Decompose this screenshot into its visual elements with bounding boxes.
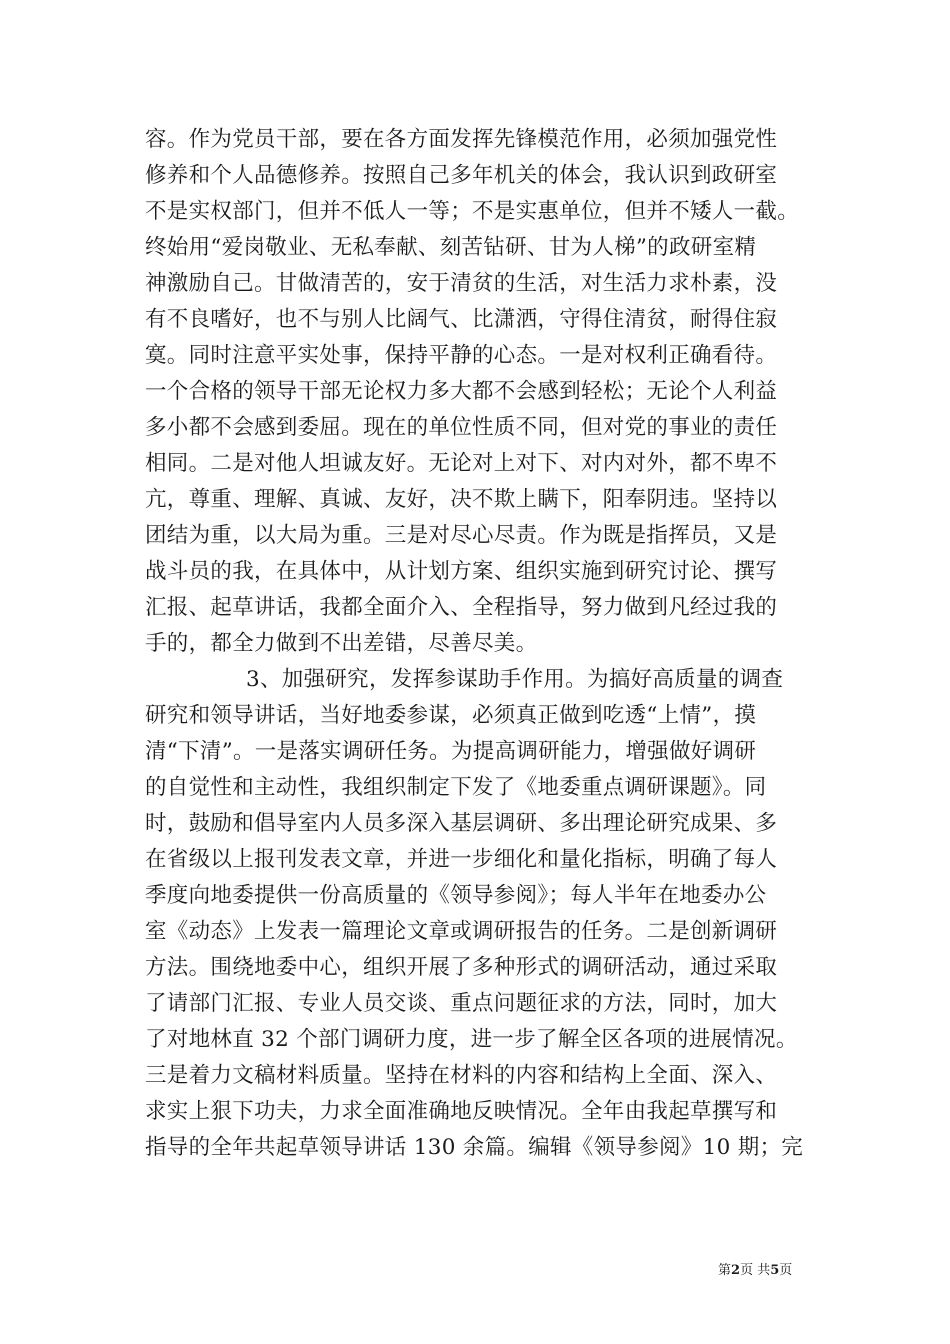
text-line: 团结为重，以大局为重。三是对尽心尽责。作为既是指挥员，又是 xyxy=(145,523,778,548)
text-line: 一个合格的领导干部无论权力多大都不会感到轻松；无论个人利益 xyxy=(145,379,778,404)
text-line: 容。作为党员干部，要在各方面发挥先锋模范作用，必须加强党性 xyxy=(145,127,778,152)
text-line: 研究和领导讲话，当好地委参谋，必须真正做到吃透“上情”，摸 xyxy=(145,703,757,728)
text-line: 了对地林直 32 个部门调研力度，进一步了解全区各项的进展情况。 xyxy=(145,1027,798,1052)
text-line: 在省级以上报刊发表文章，并进一步细化和量化指标，明确了每人 xyxy=(145,847,778,872)
footer-total-pages: 5 xyxy=(770,1263,780,1278)
footer-prefix: 第 xyxy=(718,1263,732,1278)
text-line: 方法。围绕地委中心，组织开展了多种形式的调研活动，通过采取 xyxy=(145,955,778,980)
text-line: 清“下清”。一是落实调研任务。为提高调研能力，增强做好调研 xyxy=(145,739,757,764)
footer-middle: 页 共 xyxy=(740,1263,771,1278)
text-line: 多小都不会感到委屈。现在的单位性质不同，但对党的事业的责任 xyxy=(145,415,778,440)
text-line: 求实上狠下功夫，力求全面准确地反映情况。全年由我起草撰写和 xyxy=(145,1099,778,1124)
text-line: 寞。同时注意平实处事，保持平静的心态。一是对权利正确看待。 xyxy=(145,343,778,368)
text-line: 手的，都全力做到不出差错，尽善尽美。 xyxy=(145,631,538,656)
footer-page-number: 2 xyxy=(731,1263,741,1278)
section-heading-line: 3、加强研究，发挥参谋助手作用。为搞好高质量的调查 xyxy=(246,667,784,692)
text-line: 季度向地委提供一份高质量的《领导参阅》；每人半年在地委办公 xyxy=(145,883,767,908)
text-line: 的自觉性和主动性，我组织制定下发了《地委重点调研课题》。同 xyxy=(145,775,767,800)
text-line: 不是实权部门，但并不低人一等；不是实惠单位，但并不矮人一截。 xyxy=(145,199,800,224)
text-line: 指导的全年共起草领导讲话 130 余篇。编辑《领导参阅》10 期；完 xyxy=(145,1135,804,1160)
text-line: 修养和个人品德修养。按照自己多年机关的体会，我认识到政研室 xyxy=(145,163,778,188)
text-line: 有不良嗜好，也不与别人比阔气、比潇洒，守得住清贫，耐得住寂 xyxy=(145,307,778,332)
text-line: 了请部门汇报、专业人员交谈、重点问题征求的方法，同时，加大 xyxy=(145,991,778,1016)
text-line: 终始用“爱岗敬业、无私奉献、刻苦钻研、甘为人梯”的政研室精 xyxy=(145,235,757,260)
text-line: 汇报、起草讲话，我都全面介入、全程指导，努力做到凡经过我的 xyxy=(145,595,778,620)
text-line: 时，鼓励和倡导室内人员多深入基层调研、多出理论研究成果、多 xyxy=(145,811,778,836)
text-line: 亢，尊重、理解、真诚、友好，决不欺上瞒下，阳奉阴违。坚持以 xyxy=(145,487,778,512)
text-line: 室《动态》上发表一篇理论文章或调研报告的任务。二是创新调研 xyxy=(145,919,778,944)
footer-suffix: 页 xyxy=(779,1263,793,1278)
text-line: 战斗员的我，在具体中，从计划方案、组织实施到研究讨论、撰写 xyxy=(145,559,778,584)
text-line: 相同。二是对他人坦诚友好。无论对上对下、对内对外，都不卑不 xyxy=(145,451,778,476)
page-footer xyxy=(718,1263,808,1279)
text-line: 神激励自己。甘做清苦的，安于清贫的生活，对生活力求朴素，没 xyxy=(145,271,778,296)
text-line: 三是着力文稿材料质量。坚持在材料的内容和结构上全面、深入、 xyxy=(145,1063,778,1088)
